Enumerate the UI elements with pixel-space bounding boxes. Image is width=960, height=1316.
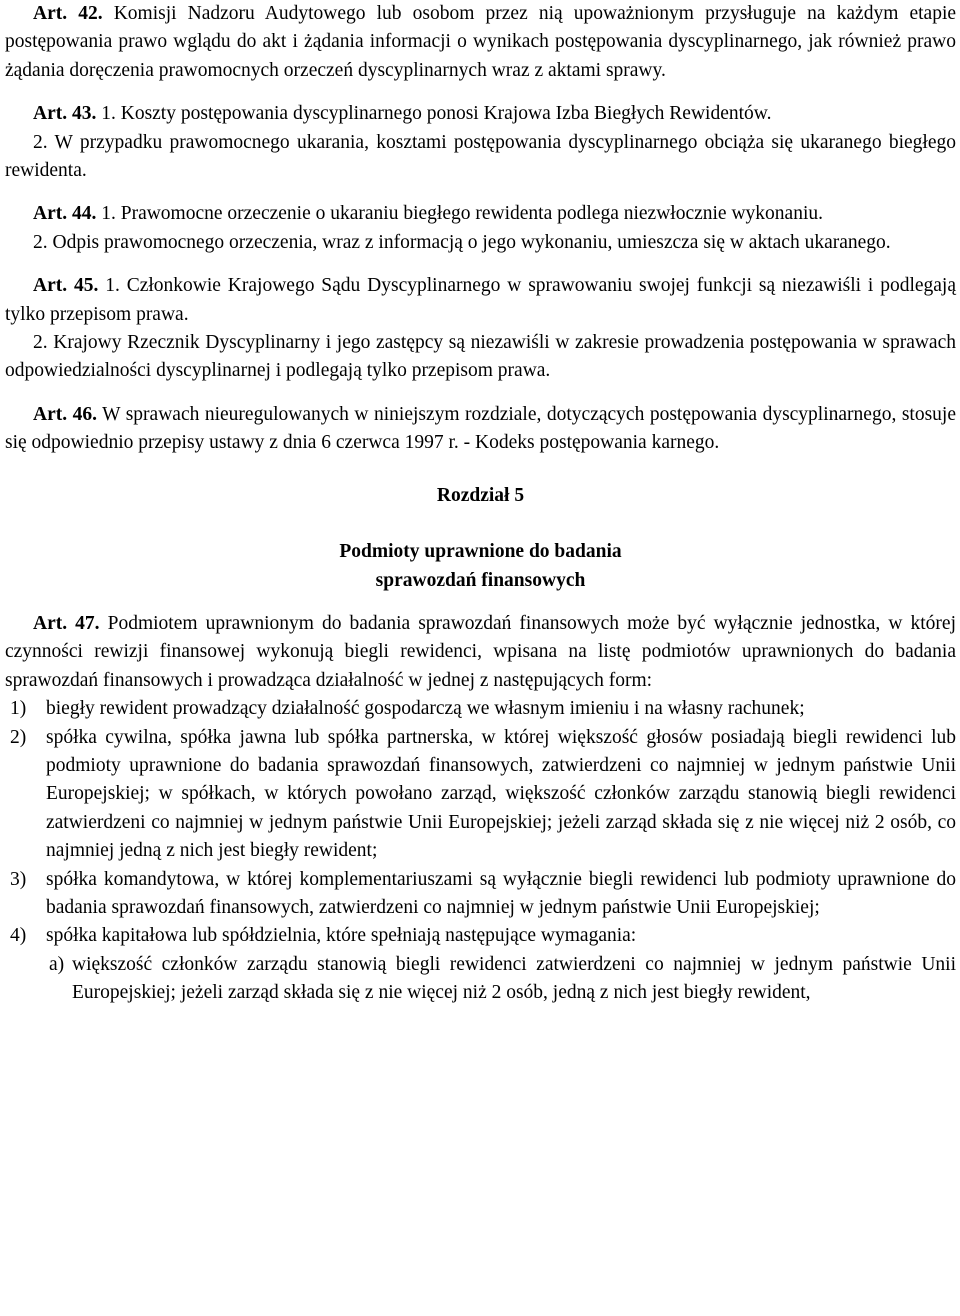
art-45-paragraph-1 [5,272,956,329]
art-42-number: Art. 42. [33,3,103,24]
list-item-text: spółka komandytowa, w której komplementariuszami są wyłącznie biegli rewidenci lub podmioty uprawnione do badania sprawozdań finansowych, zatwierdzeni co najmniej w jednym państwie Unii Europejskiej; [46,868,956,918]
list-item-number: 2) [10,726,27,748]
art-44-number: Art. 44. [33,203,97,225]
list-item-text: biegły rewident prowadzący działalność gospodarczą we własnym imieniu i na własny rachunek; [46,698,805,720]
list-item-text: spółka cywilna, spółka jawna lub spółka partnerska, w której większość głosów posiadają biegli rewidenci lub podmioty uprawnione do badania sprawozdań finansowych, zatwierdzeni co najmniej w jednym państwie Unii Europejskiej; w spółkach, w których powołano zarząd, większość członków zarządu stanowią biegli rewidenci zatwierdzeni co najmniej w jednym państwie Unii Europejskiej; jeżeli zarząd składa się z nie więcej niż 2 osób, co najmniej jedną z nich jest biegły rewident; [46,726,956,862]
document-page [5,0,956,1008]
art-47-text: Podmiotem uprawnionym do badania sprawozdań finansowych może być wyłącznie jednostka, w której czynności rewizji finansowej wykonują biegli rewidenci, wpisana na listę podmiotów uprawnionych do badania sprawozdań finansowych i prowadząca działalność w jednej z następujących form: [5,612,956,691]
art-46-number: Art. 46. [33,403,97,425]
sub-list-item-text: większość członków zarządu stanowią biegli rewidenci zatwierdzeni co najmniej w jednym państwie Unii Europejskiej; jeżeli zarząd składa się z nie więcej niż 2 osób, jedną z nich jest biegły rewident, [72,953,956,1004]
art-46-text: W sprawach nieuregulowanych w niniejszym rozdziale, dotyczących postępowania dyscyplinarnego, stosuje się odpowiednio przepisy ustawy z dnia 6 czerwca 1997 r. - Kodeks postępowania karnego. [5,403,956,454]
list-item [5,866,956,923]
art-47-number: Art. 47. [33,612,100,634]
chapter-title-line-2: sprawozdań finansowych [375,569,586,591]
art-43-number: Art. 43. [33,103,97,125]
art-43-paragraph-1 [5,100,956,128]
list-item-number: 4) [10,925,27,947]
art-47-paragraph [5,610,956,695]
art-43-paragraph-2: 2. W przypadku prawomocnego ukarania, kosztami postępowania dyscyplinarnego obciąża się ukaranego biegłego rewidenta. [5,131,956,182]
art-44-paragraph-2: 2. Odpis prawomocnego orzeczenia, wraz z informacją o jego wykonaniu, umieszcza się w aktach ukaranego. [33,231,891,253]
art-44-text-1: 1. Prawomocne orzeczenie o ukaraniu biegłego rewidenta podlega niezwłocznie wykonaniu. [101,203,823,225]
list-item [5,724,956,866]
list-item [5,922,956,950]
art-43-text-1: 1. Koszty postępowania dyscyplinarnego ponosi Krajowa Izba Biegłych Rewidentów. [101,103,772,125]
list-item [5,695,956,723]
chapter-label: Rozdział 5 [436,484,525,506]
list-item-number: 3) [10,868,27,890]
art-42-text: Komisji Nadzoru Audytowego lub osobom przez nią upoważnionym przysługuje na każdym etapie postępowania prawo wglądu do akt i żądania informacji o wynikach postępowania dyscyplinarnego, jak również prawo żądania doręczenia prawomocnych orzeczeń dyscyplinarnych wraz z aktami sprawy. [5,3,957,81]
art-44-paragraph-1 [5,200,956,228]
chapter-title-line-1: Podmioty uprawnione do badania [339,541,622,563]
art-42-paragraph [5,0,956,85]
list-item-number: 1) [10,698,27,720]
art-45-number: Art. 45. [33,275,99,297]
sub-list-item [46,951,956,1008]
sub-list-item-letter: a) [49,953,65,975]
art-45-paragraph-2: 2. Krajowy Rzecznik Dyscyplinarny i jego zastępcy są niezawiśli w zakresie prowadzenia postępowania w sprawach odpowiedzialności dyscyplinarnej i podlegają tylko przepisom prawa. [5,332,956,382]
art-45-text-1: 1. Członkowie Krajowego Sądu Dyscyplinarnego w sprawowaniu swojej funkcji są niezawiśli i podlegają tylko przepisom prawa. [5,275,957,325]
art-46-paragraph [5,401,956,458]
list-item-text: spółka kapitałowa lub spółdzielnia, które spełniają następujące wymagania: [46,925,637,947]
